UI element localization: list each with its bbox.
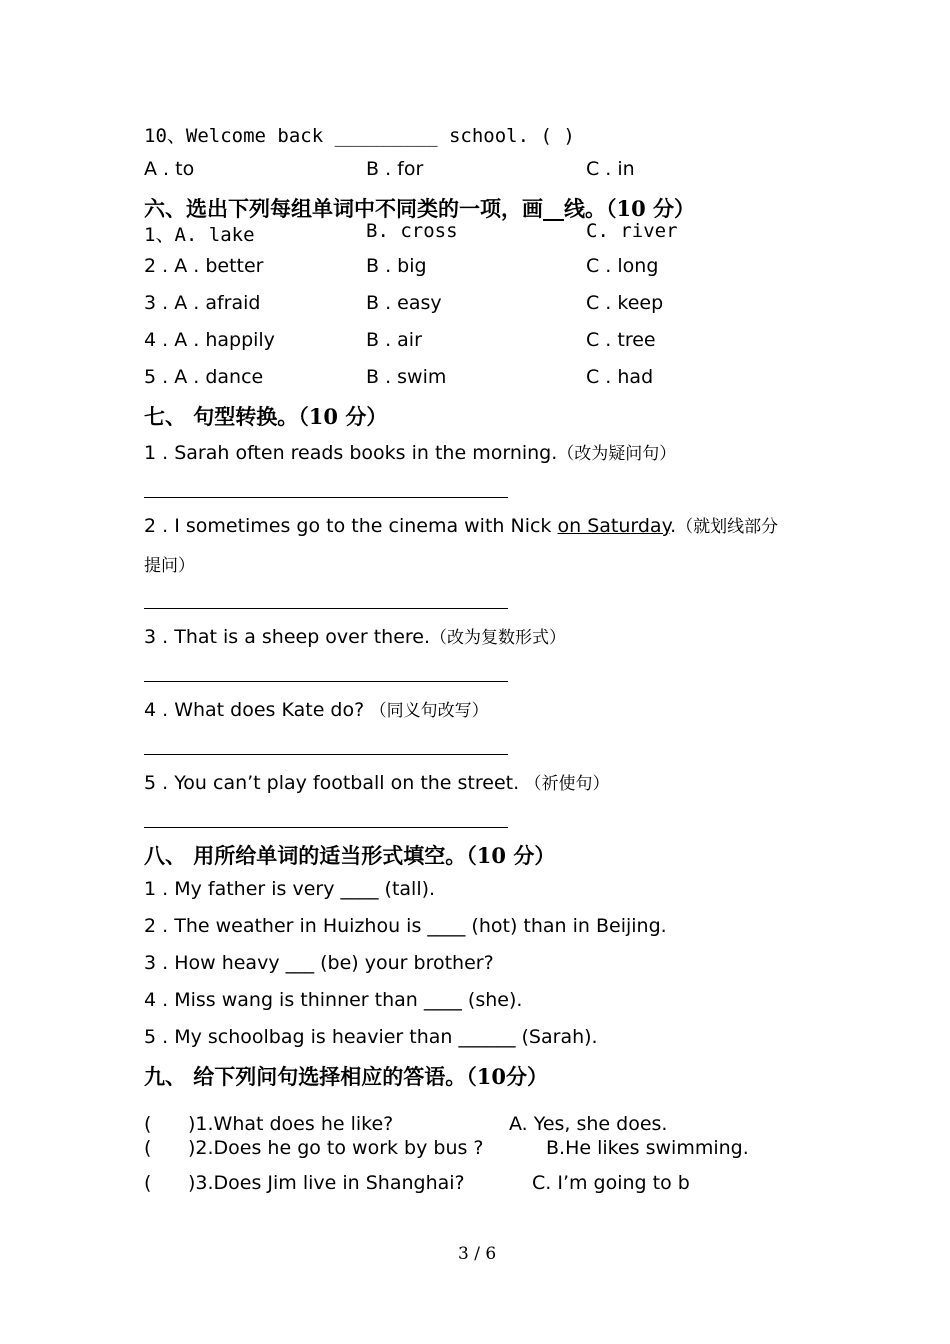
q10-option-b: B . for — [366, 158, 424, 180]
s7-item3-note: （改为复数形式） — [430, 628, 567, 648]
s8-item4: 4 . Miss wang is thinner than ____ (she). — [144, 989, 523, 1011]
page-number: 3 / 6 — [458, 1244, 497, 1264]
s7-item1-text: 1 . Sarah often reads books in the morning. — [144, 442, 558, 464]
s7-item5 — [144, 769, 610, 794]
section8-heading: 八、 用所给单词的适当形式填空。（10 分） — [144, 843, 556, 868]
s7-answer-line-1[interactable] — [144, 497, 508, 498]
s6-row2-c: C . long — [586, 255, 659, 277]
s7-item3-text: 3 . That is a sheep over there. — [144, 626, 431, 648]
s6-row2-b: B . big — [366, 255, 427, 277]
s6-row4-b: B . air — [366, 329, 422, 351]
s6-row4-a: 4 . A . happily — [144, 329, 275, 351]
s9-row1-question: )1.What does he like? — [188, 1113, 394, 1135]
s6-row5-a: 5 . A . dance — [144, 366, 264, 388]
s9-row2-answer: B.He likes swimming. — [546, 1137, 749, 1159]
s8-item1: 1 . My father is very ____ (tall). — [144, 878, 436, 900]
s6-row2-a: 2 . A . better — [144, 255, 264, 277]
s7-item4-note: （同义句改写） — [364, 701, 489, 721]
s9-row3-question: )3.Does Jim live in Shanghai? — [188, 1172, 465, 1194]
s7-answer-line-5[interactable] — [144, 827, 508, 828]
s7-item2 — [144, 512, 778, 537]
s7-item4 — [144, 696, 489, 721]
s7-item1-note: （改为疑问句） — [557, 444, 677, 464]
q10-option-a: A . to — [144, 158, 195, 180]
section6-heading: 六、选出下列每组单词中不同类的一项，画__线。（10 分） — [144, 196, 696, 221]
s7-item5-note: （祈使句） — [519, 774, 610, 794]
s7-item2-note-cont: 提问） — [144, 556, 195, 576]
s7-item5-text: 5 . You can’t play football on the street. — [144, 772, 520, 794]
s6-row3-b: B . easy — [366, 292, 442, 314]
s8-item3: 3 . How heavy ___ (be) your brother? — [144, 952, 494, 974]
s9-row2-paren: ( — [144, 1137, 152, 1159]
s6-row1-a: 1、A. lake — [144, 224, 255, 246]
s7-answer-line-2[interactable] — [144, 608, 508, 609]
s6-row1-c: C. river — [586, 220, 678, 242]
s7-item1 — [144, 439, 676, 464]
s7-item2-period: . — [670, 515, 677, 537]
s7-answer-line-3[interactable] — [144, 681, 508, 682]
s8-item2: 2 . The weather in Huizhou is ____ (hot) than in Beijing. — [144, 915, 667, 937]
s6-row3-c: C . keep — [586, 292, 664, 314]
q10-question: 10、Welcome back _________ school. ( ) — [144, 125, 575, 147]
s7-item3 — [144, 623, 566, 648]
s6-row1-b: B. cross — [366, 220, 458, 242]
s9-row3-answer: C. I’m going to b — [532, 1172, 690, 1194]
s9-row1-answer: A. Yes, she does. — [509, 1113, 668, 1135]
s8-item5: 5 . My schoolbag is heavier than ______ (Sarah). — [144, 1026, 598, 1048]
s7-item2-underlined: on Saturday — [557, 515, 671, 537]
section7-heading: 七、 句型转换。（10 分） — [144, 404, 388, 429]
s6-row5-c: C . had — [586, 366, 654, 388]
s9-row2-question: )2.Does he go to work by bus ? — [188, 1137, 484, 1159]
s6-row4-c: C . tree — [586, 329, 656, 351]
s7-item2-note: （就划线部分 — [676, 517, 779, 537]
s7-item2-text: 2 . I sometimes go to the cinema with Nick — [144, 515, 558, 537]
q10-option-c: C . in — [586, 158, 635, 180]
s9-row1-paren: ( — [144, 1113, 152, 1135]
s9-row3-paren: ( — [144, 1172, 152, 1194]
s6-row3-a: 3 . A . afraid — [144, 292, 261, 314]
s7-answer-line-4[interactable] — [144, 754, 508, 755]
s6-row5-b: B . swim — [366, 366, 447, 388]
s7-item4-text: 4 . What does Kate do? — [144, 699, 365, 721]
section9-heading: 九、 给下列问句选择相应的答语。（10分） — [144, 1064, 549, 1089]
